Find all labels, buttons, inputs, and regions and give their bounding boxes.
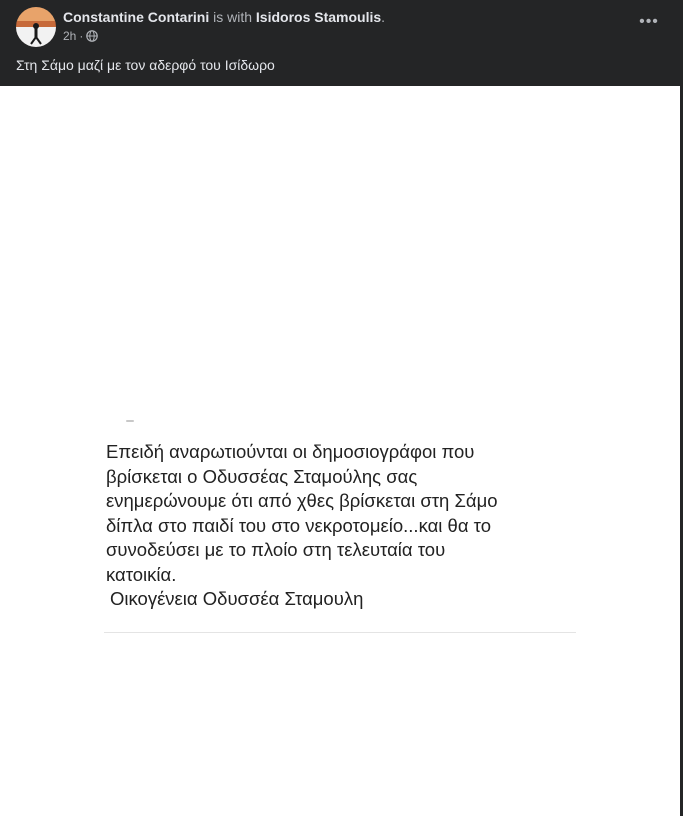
image-notice-text <box>106 440 586 612</box>
more-horizontal-icon[interactable]: ••• <box>639 13 659 30</box>
post-meta <box>63 29 98 43</box>
author-line <box>63 9 385 25</box>
tagged-user[interactable]: Isidoros Stamoulis <box>255 9 382 25</box>
avatar-image <box>16 7 56 47</box>
globe-icon[interactable] <box>86 30 98 42</box>
meta-separator: · <box>79 29 84 43</box>
author-name[interactable]: Constantine Contarini <box>63 9 210 25</box>
author-avatar[interactable] <box>16 7 56 47</box>
post-time[interactable]: 2h <box>63 29 77 43</box>
post-caption: Στη Σάμο μαζί με τον αδερφό του Ισίδωρο <box>16 57 275 73</box>
notice-line: συνοδεύσει με το πλοίο στη τελευταία του <box>106 539 446 560</box>
with-text: is with <box>209 9 256 25</box>
notice-signature: Οικογένεια Οδυσσέα Σταμουλη <box>110 588 364 609</box>
post-header <box>0 0 683 86</box>
notice-line: βρίσκεται ο Οδυσσέας Σταμούλης σας <box>106 465 418 487</box>
notice-line: Επειδή αναρωτιούνται οι δημοσιογράφοι που <box>106 441 475 462</box>
notice-line: ενημερώνουμε ότι από χθες βρίσκεται στη Σάμο <box>106 490 498 511</box>
stray-mark <box>126 420 134 422</box>
notice-line: κατοικία. <box>106 563 177 585</box>
image-divider <box>104 632 576 633</box>
notice-line: δίπλα στο παιδί του στο νεκροτομείο...και θα το <box>106 514 491 536</box>
tagged-suffix: . <box>381 9 386 25</box>
